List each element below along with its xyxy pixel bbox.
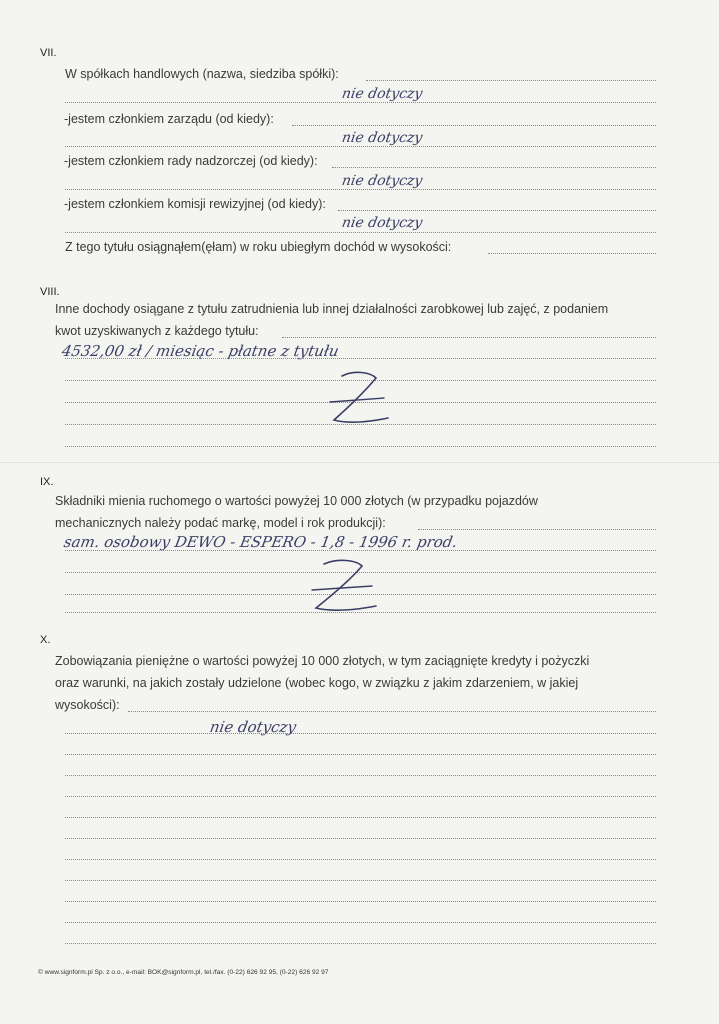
s9-answer: sam. osobowy DEWO - ESPERO - 1,8 - 1996 r. prod. <box>62 533 459 551</box>
z-strike-mark-icon <box>326 368 396 430</box>
s10-line[interactable] <box>65 796 656 797</box>
s9-line[interactable] <box>418 529 656 530</box>
s7-zarzad-label: -jestem członkiem zarządu (od kiedy): <box>64 112 274 126</box>
s7-answer-4: nie dotyczy <box>340 215 424 231</box>
s7-intro-label: W spółkach handlowych (nazwa, siedziba spółki): <box>65 67 339 81</box>
s8-line[interactable] <box>282 337 656 338</box>
section-viii-number: VIII. <box>40 286 60 298</box>
s9-text-line-1: Składniki mienia ruchomego o wartości powyżej 10 000 złotych (w przypadku pojazdów <box>55 494 538 508</box>
s8-line[interactable] <box>65 446 656 447</box>
s9-line[interactable] <box>65 550 656 551</box>
s10-text-line-1: Zobowiązania pieniężne o wartości powyżej 10 000 złotych, w tym zaciągnięte kredyty i pożyczki <box>55 654 590 668</box>
s10-line[interactable] <box>65 838 656 839</box>
s7-line[interactable] <box>65 146 656 147</box>
s10-line[interactable] <box>65 733 656 734</box>
s8-answer: 4532,00 zł / miesiąc - płatne z tytułu <box>60 342 341 360</box>
s9-text-line-2: mechanicznych należy podać markę, model i rok produkcji): <box>55 516 386 530</box>
s7-line[interactable] <box>338 210 656 211</box>
s10-text-line-3: wysokości): <box>55 698 120 712</box>
s10-line[interactable] <box>65 859 656 860</box>
s7-answer-3: nie dotyczy <box>340 173 424 189</box>
s10-text-line-2: oraz warunki, na jakich zostały udzielone (wobec kogo, w związku z jakim zdarzeniem, w jakiej <box>55 676 579 690</box>
s10-line[interactable] <box>65 943 656 944</box>
s10-line[interactable] <box>65 817 656 818</box>
footer-copyright: © www.signform.pl Sp. z o.o., e-mail: BOK@signform.pl, tel./fax. (0-22) 626 92 95, (0-22) 626 92 97 <box>38 969 329 976</box>
section-x-number: X. <box>40 634 51 646</box>
s10-line[interactable] <box>65 754 656 755</box>
s8-line[interactable] <box>65 358 656 359</box>
z-strike-mark-icon <box>306 556 386 618</box>
s10-line[interactable] <box>65 922 656 923</box>
paper-crease <box>0 462 719 463</box>
s7-komisja-label: -jestem członkiem komisji rewizyjnej (od kiedy): <box>64 197 326 211</box>
s7-rada-label: -jestem członkiem rady nadzorczej (od kiedy): <box>64 154 318 168</box>
s7-line[interactable] <box>65 232 656 233</box>
s10-line[interactable] <box>65 775 656 776</box>
section-vii-number: VII. <box>40 47 57 59</box>
s7-line[interactable] <box>292 125 656 126</box>
s8-text-line-1: Inne dochody osiągane z tytułu zatrudnienia lub innej działalności zarobkowej lub zajęć, z podaniem <box>55 302 609 316</box>
s10-line[interactable] <box>128 711 656 712</box>
s7-line[interactable] <box>488 253 656 254</box>
s10-answer: nie dotyczy <box>208 718 298 736</box>
s10-line[interactable] <box>65 901 656 902</box>
s7-line[interactable] <box>65 189 656 190</box>
s7-answer-2: nie dotyczy <box>340 130 424 146</box>
section-ix-number: IX. <box>40 476 54 488</box>
s7-dochod-label: Z tego tytułu osiągnąłem(ęłam) w roku ubiegłym dochód w wysokości: <box>65 240 452 254</box>
s7-line[interactable] <box>332 167 656 168</box>
s7-line[interactable] <box>366 80 656 81</box>
s8-text-line-2: kwot uzyskiwanych z każdego tytułu: <box>55 324 259 338</box>
s10-line[interactable] <box>65 880 656 881</box>
s7-answer-1: nie dotyczy <box>340 86 424 102</box>
s7-line[interactable] <box>65 102 656 103</box>
